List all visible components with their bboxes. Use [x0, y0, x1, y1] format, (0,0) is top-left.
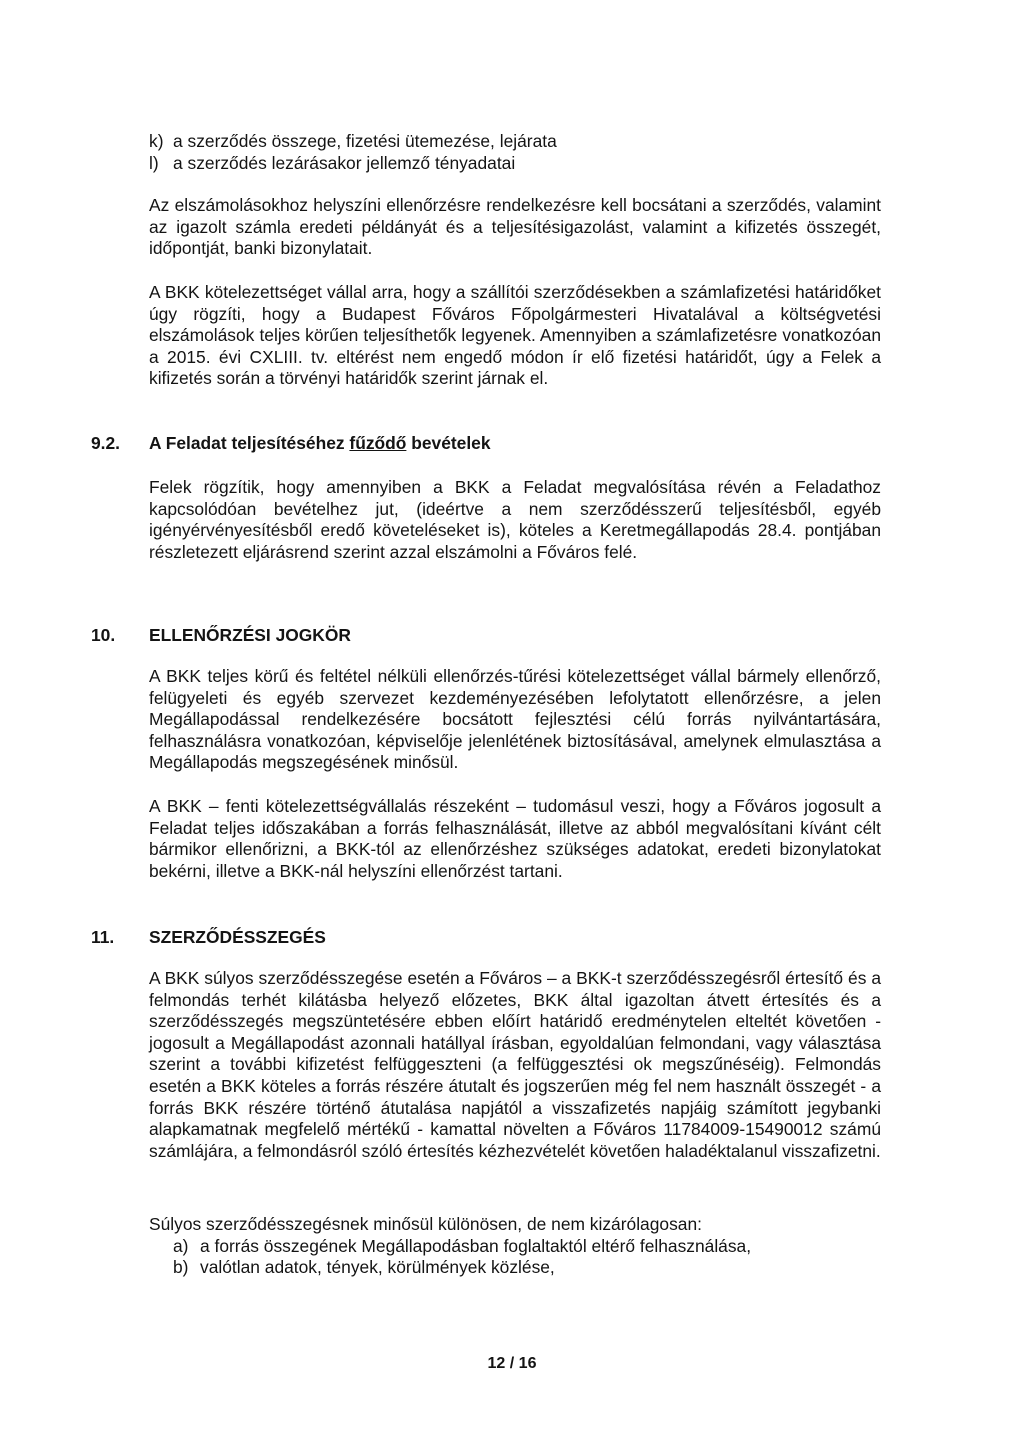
- list-text: valótlan adatok, tények, körülmények közlése,: [200, 1257, 555, 1278]
- section-title-11: SZERZŐDÉSSZEGÉS: [149, 927, 326, 947]
- title-part-underlined: fűződő: [349, 433, 407, 453]
- section-number-9-2: 9.2.: [91, 433, 121, 453]
- list-item: [149, 1257, 889, 1279]
- list-label: b): [173, 1257, 189, 1278]
- list-text: a forrás összegének Megállapodásban foglaltaktól eltérő felhasználása,: [200, 1235, 752, 1256]
- section-number-11: 11.: [91, 927, 115, 947]
- section-title-9-2: [149, 433, 491, 455]
- list-label: k): [149, 131, 164, 151]
- title-part: bevételek: [406, 433, 491, 453]
- list-text: a szerződés lezárásakor jellemző tényadatai: [173, 152, 516, 173]
- list-item: [149, 131, 889, 153]
- paragraph-elszamolasok: Az elszámolásokhoz helyszíni ellenőrzésre rendelkezésre kell bocsátani a szerződés, valamint az igazolt számla eredeti példányát és a teljesítésigazolást, valamint a kifizetés összegét, időpontját, banki bizonylatait.: [149, 195, 881, 259]
- list-k-l: [149, 131, 889, 174]
- section-title-10: ELLENŐRZÉSI JOGKÖR: [149, 625, 351, 645]
- list-item: [149, 153, 889, 175]
- list-sulyos-esetek: [149, 1214, 889, 1279]
- list-intro: Súlyos szerződésszegésnek minősül különösen, de nem kizárólagosan:: [149, 1214, 702, 1234]
- list-label: l): [149, 152, 159, 173]
- section-number-10: 10.: [91, 625, 116, 645]
- title-part: A Feladat teljesítéséhez: [149, 433, 350, 453]
- paragraph-fovaros-jogosult: A BKK – fenti kötelezettségvállalás részeként – tudomásul veszi, hogy a Főváros jogosult a Feladat teljes időszakában a forrás felhasználását, illetve az abból megvalósítani kívánt célt bármikor ellenőrizni, a BKK-tól az ellenőrzéshez szükséges adatokat, eredeti bizonylatokat bekérni, illetve a BKK-nál helyszíni ellenőrzést tartani.: [149, 796, 881, 881]
- paragraph-ellenorzes-turesi: A BKK teljes körű és feltétel nélküli ellenőrzés-tűrési kötelezettséget vállal bármely ellenőrző, felügyeleti és egyéb szervezet kezdeményezésében lefolytatott ellenőrzésre, a jelen Megállapodással rendelkezésére bocsátott fejlesztési célú forrás nyilvántartására, felhasználásra vonatkozóan, képviselője jelenlétének biztosításával, amelynek elmulasztása a Megállapodás megszegésének minősül.: [149, 666, 881, 773]
- paragraph-sulyos-szerzodesszeges: A BKK súlyos szerződésszegése esetén a Főváros – a BKK-t szerződésszegésről értesítő és a felmondás terhét kilátásba helyező előzetes, BKK által igazoltan átvett értesítés és a szerződésszegés megszüntetésére ebben előírt határidő eredménytelen elteltét követően - jogosult a Megállapodást azonnali hatállyal írásban, egyoldalúan felmondani, vagy választása szerint a további kifizetést felfüggeszteni (a felfüggesztési ok megszűnéséig). Felmondás esetén a BKK köteles a forrás részére átutalt és jogszerűen még fel nem használt összegét - a forrás BKK részére történő átutalása napjától a visszafizetés napjáig számított jegybanki alapkamatnak megfelelő mértékű - kamattal növelten a Főváros 11784009-15490012 számú számlájára, a felmondásról szóló értesítés kézhezvételét követően haladéktalanul visszafizetni.: [149, 968, 881, 1161]
- list-label: a): [173, 1235, 189, 1256]
- list-text: a szerződés összege, fizetési ütemezése, lejárata: [173, 131, 557, 151]
- paragraph-bkk-kotelezettseg: A BKK kötelezettséget vállal arra, hogy a szállítói szerződésekben a számlafizetési határidőket úgy rögzíti, hogy a Budapest Főváros Főpolgármesteri Hivatalával a költségvetési elszámolások teljes körűen teljesíthetők legyenek. Amennyiben a számlafizetésre vonatkozóan a 2015. évi CXLIII. tv. eltérést nem engedő módon ír elő fizetési határidőt, úgy a Felek a kifizetés során a törvényi határidők szerint járnak el.: [149, 282, 881, 389]
- page-number: 12 / 16: [487, 1355, 537, 1372]
- paragraph-bevetelek: Felek rögzítik, hogy amennyiben a BKK a Feladat megvalósítása révén a Feladathoz kapcsolódóan bevételhez jut, (ideértve a nem szerződésszerű teljesítésből, egyéb igényérvényesítésből eredő követeléseket is), köteles a Keretmegállapodás 28.4. pontjában részletezett eljárásrend szerint azzal elszámolni a Főváros felé.: [149, 477, 881, 562]
- list-item: [149, 1236, 889, 1258]
